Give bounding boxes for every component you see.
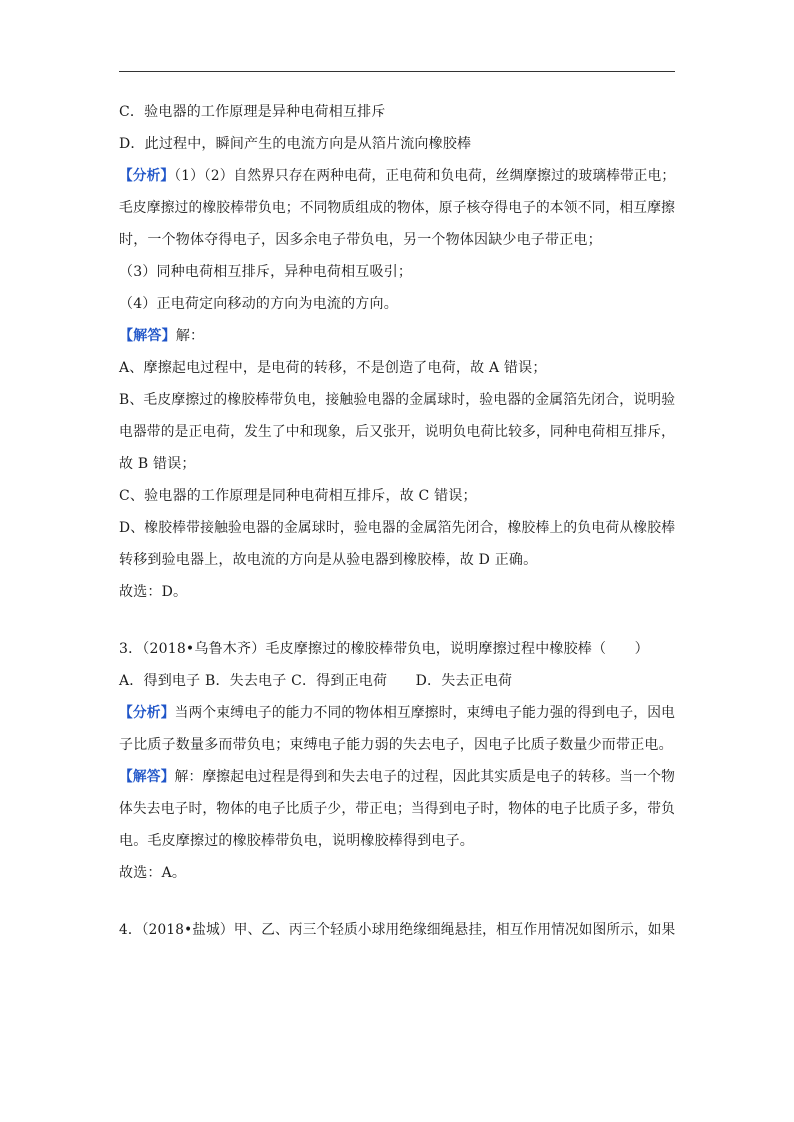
q2-option-d: D．此过程中，瞬间产生的电流方向是从箔片流向橡胶棒 xyxy=(119,136,472,152)
q2-analysis-line: （4）正电荷定向移动的方向为电流的方向。 xyxy=(119,296,398,312)
q2-analysis-line: 【分析】（1）（2）自然界只存在两种电荷，正电荷和负电荷，丝绸摩擦过的玻璃棒带正电； xyxy=(119,168,676,184)
q2-answer-heading: 【解答】解： xyxy=(119,328,205,344)
q2-answer-line: C、验电器的工作原理是同种电荷相互排斥，故 C 错误； xyxy=(119,488,477,504)
q3-choice: 故选：A。 xyxy=(119,865,187,881)
q3-answer-line: 体失去电子时，物体的电子比质子少，带正电；当得到电子时，物体的电子比质子多，带负 xyxy=(119,801,675,817)
q2-choice: 故选：D。 xyxy=(119,584,188,600)
q2-option-c: C．验电器的工作原理是异种电荷相互排斥 xyxy=(119,104,386,120)
q3-answer-line: 电。毛皮摩擦过的橡胶棒带负电，说明橡胶棒得到电子。 xyxy=(119,833,474,849)
header-rule xyxy=(119,71,675,72)
q4-stem: 4．（2018•盐城）甲、乙、丙三个轻质小球用绝缘细绳悬挂，相互作用情况如图所示，如果 xyxy=(119,922,676,938)
q2-answer-line: D、橡胶棒带接触验电器的金属球时，验电器的金属箔先闭合，橡胶棒上的负电荷从橡胶棒 xyxy=(119,520,676,536)
q3-stem: 3．（2018•乌鲁木齐）毛皮摩擦过的橡胶棒带负电，说明摩擦过程中橡胶棒（ ） xyxy=(119,641,649,657)
answer-tag: 【解答】 xyxy=(119,328,176,344)
q3-analysis-line: 【分析】当两个束缚电子的能力不同的物体相互摩擦时，束缚电子能力强的得到电子，因电 xyxy=(119,705,676,721)
q2-answer-line: 电器带的是正电荷，发生了中和现象，后又张开，说明负电荷比较多，同种电荷相互排斥， xyxy=(119,424,675,440)
analysis-tag: 【分析】 xyxy=(119,705,175,721)
q2-analysis-line: （3）同种电荷相互排斥，异种电荷相互吸引； xyxy=(119,264,413,280)
answer-tag: 【解答】 xyxy=(119,769,175,785)
q2-analysis-line: 时，一个物体夺得电子，因多余电子带负电，另一个物体因缺少电子带正电； xyxy=(119,232,602,248)
analysis-tag: 【分析】 xyxy=(119,168,175,184)
q2-analysis-line: 毛皮摩擦过的橡胶棒带负电；不同物质组成的物体，原子核夺得电子的本领不同，相互摩擦 xyxy=(119,200,675,216)
q2-answer-line: A、摩擦起电过程中，是电荷的转移，不是创造了电荷，故 A 错误； xyxy=(119,360,547,376)
q2-answer-line: B、毛皮摩擦过的橡胶棒带负电，接触验电器的金属球时，验电器的金属箔先闭合，说明验 xyxy=(119,392,676,408)
q2-answer-line: 故 B 错误； xyxy=(119,456,196,472)
q2-answer-line: 转移到验电器上，故电流的方向是从验电器到橡胶棒，故 D 正确。 xyxy=(119,552,538,568)
q3-options: A．得到电子 B．失去电子 C．得到正电荷 D．失去正电荷 xyxy=(119,673,513,689)
q3-answer-line: 【解答】解：摩擦起电过程是得到和失去电子的过程，因此其实质是电子的转移。当一个物 xyxy=(119,769,676,785)
q3-analysis-line: 子比质子数量多而带负电；束缚电子能力弱的失去电子，因电子比质子数量少而带正电。 xyxy=(119,737,673,753)
